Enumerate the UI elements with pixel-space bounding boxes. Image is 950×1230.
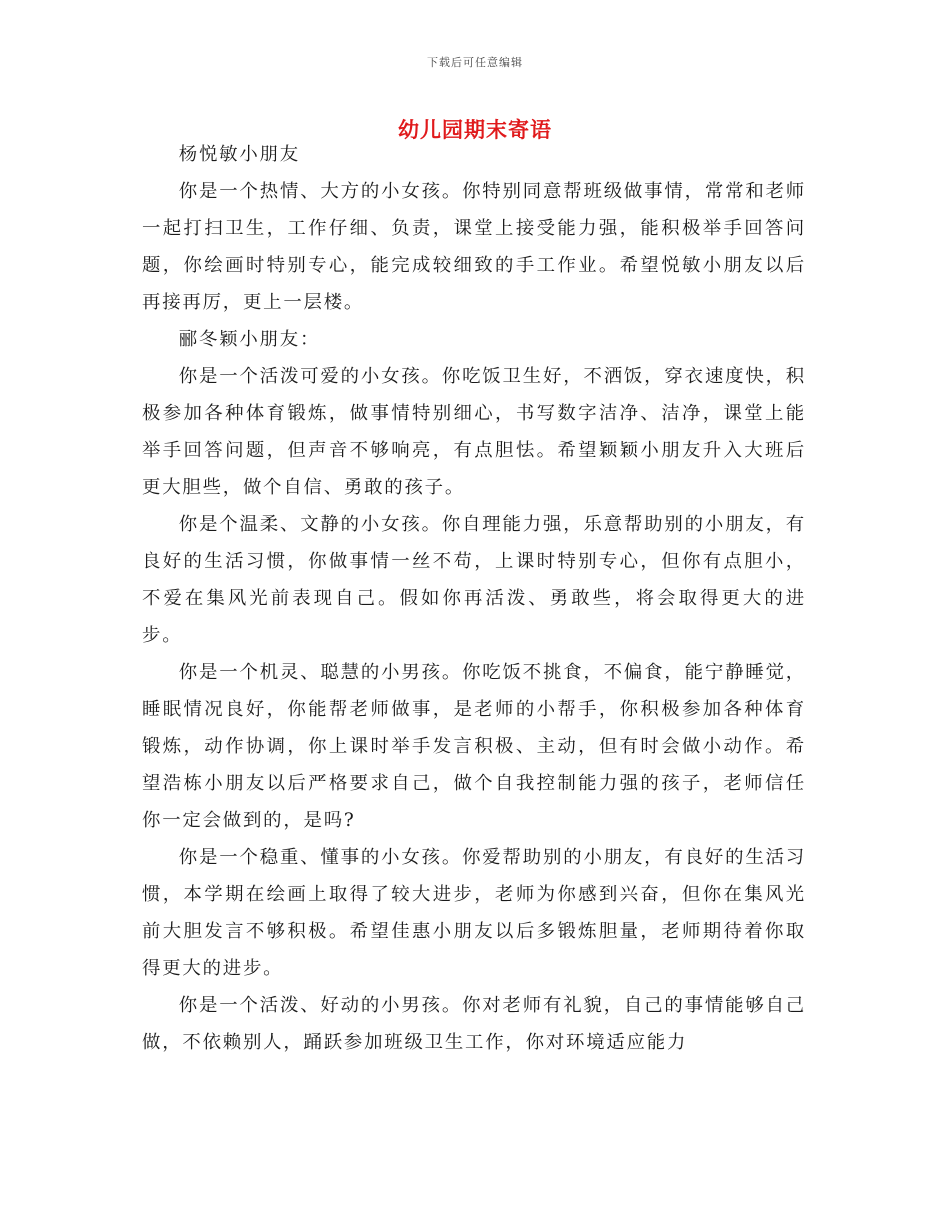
comment-paragraph: 你是个温柔、文静的小女孩。你自理能力强，乐意帮助别的小朋友，有良好的生活习惯，你做事情一丝不苟，上课时特别专心，但你有点胆小，不爱在集风光前表现自己。假如你再活泼、勇敢些，将会取得更大的进步。 <box>142 514 806 646</box>
comment-paragraph: 你是一个热情、大方的小女孩。你特别同意帮班级做事情，常常和老师一起打扫卫生，工作仔细、负责，课堂上接受能力强，能积极举手回答问题，你绘画时特别专心，能完成较细致的手工作业。希望悦敏小朋友以后再接再厉，更上一层楼。 <box>142 181 806 313</box>
student-name-heading: 郦冬颖小朋友： <box>178 329 321 350</box>
comment-paragraph: 你是一个活泼、好动的小男孩。你对老师有礼貌，自己的事情能够自己做，不依赖别人，踊跃参加班级卫生工作，你对环境适应能力 <box>142 995 806 1053</box>
header-note: 下载后可任意编辑 <box>427 56 523 69</box>
comment-paragraph: 你是一个活泼可爱的小女孩。你吃饭卫生好，不洒饭，穿衣速度快，积极参加各种体育锻炼，做事情特别细心，书写数字洁净、洁净，课堂上能举手回答问题，但声音不够响亮，有点胆怯。希望颖颖小朋友升入大班后更大胆些，做个自信、勇敢的孩子。 <box>142 366 806 498</box>
comment-paragraph: 你是一个机灵、聪慧的小男孩。你吃饭不挑食，不偏食，能宁静睡觉，睡眠情况良好，你能帮老师做事，是老师的小帮手，你积极参加各种体育锻炼，动作协调，你上课时举手发言积极、主动，但有时会做小动作。希望浩栋小朋友以后严格要求自己，做个自我控制能力强的孩子，老师信任你一定会做到的，是吗? <box>142 662 806 831</box>
document-title: 幼儿园期末寄语 <box>398 117 552 142</box>
comment-paragraph: 你是一个稳重、懂事的小女孩。你爱帮助别的小朋友，有良好的生活习惯，本学期在绘画上取得了较大进步，老师为你感到兴奋，但你在集风光前大胆发言不够积极。希望佳惠小朋友以后多锻炼胆量，老师期待着你取得更大的进步。 <box>142 847 806 979</box>
document-body <box>142 136 806 1061</box>
student-name-heading: 杨悦敏小朋友 <box>178 144 300 165</box>
